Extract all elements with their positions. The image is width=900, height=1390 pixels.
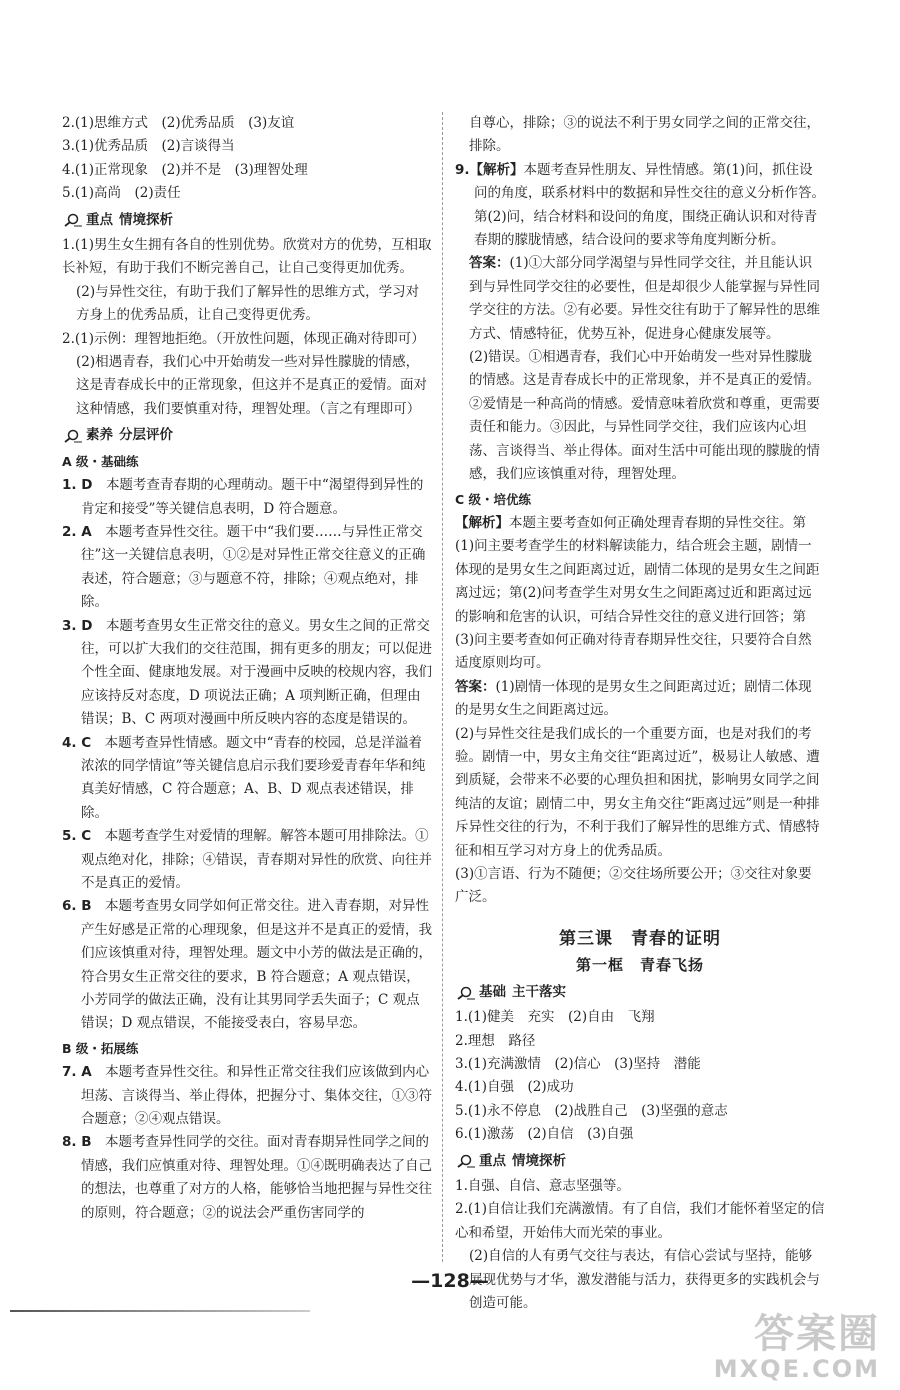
answer-text: 本题考查学生对爱情的理解。解答本题可用排除法。①观点绝对化，排除；④错误，青春期对异性的欣赏、向往并不是真正的爱情。	[81, 828, 432, 891]
magnifier-icon	[64, 213, 82, 227]
basics-line: 3.(1)充满激情 (2)信心 (3)坚持 潜能	[455, 1056, 701, 1073]
answer-number: 4. C	[62, 734, 92, 751]
answer-text: (1)剧情一体现的是男女生之间距离过近；剧情二体现的是男女生之间距离过远。	[455, 678, 812, 719]
footer-rule	[10, 1310, 310, 1312]
basics-line-2: 2.(1)思维方式 (2)优秀品质 (3)友谊	[62, 115, 295, 131]
section-label: 重点	[479, 1152, 506, 1169]
answer-item	[62, 1061, 432, 1131]
page-number: —128—	[411, 1270, 489, 1292]
answer-item-9	[455, 159, 825, 253]
section-title: 情境探析	[119, 211, 173, 228]
watermark-top: 答案圈	[754, 1311, 880, 1357]
analysis-tag: 【解析】	[469, 161, 524, 178]
analysis-tag: 【解析】	[455, 514, 509, 531]
watermark-logo	[714, 1312, 880, 1382]
answer-item	[62, 474, 432, 521]
magnifier-icon	[457, 986, 475, 1000]
level-a-heading: A 级・基础练	[62, 453, 139, 469]
answer-para: (2)与异性交往是我们成长的一个重要方面，也是对我们的考验。剧情一中，男女主角交往“距离过近”，极易让人敏感、遭到质疑，会带来不必要的心理负担和困扰，影响男女同学之间纯洁的友谊；剧情二中，男女主角交往“距离过远”则是一种排斥异性交往的行为，不利于我们了解异性的思维方式、情感特征和相互学习对方身上的优秀品质。	[455, 725, 820, 859]
key-para: 2.(1)示例：理智地拒绝。（开放性问题，体现正确对待即可）	[62, 330, 425, 347]
section-label: 基础	[479, 983, 506, 1000]
basics-line: 4.(1)自强 (2)成功	[455, 1079, 574, 1096]
left-column	[62, 112, 432, 1225]
lesson-title: 第三课 青春的证明	[559, 928, 721, 949]
key-para: 1.自强、自信、意志坚强等。	[455, 1178, 630, 1195]
basics-line-3: 3.(1)优秀品质 (2)言谈得当	[62, 138, 235, 155]
answer-number: 2. A	[62, 523, 92, 540]
answer-para: (2)错误。①相遇青春，我们心中开始萌发一些对异性朦胧的情感。这是青春成长中的正常现象，并不是真正的爱情。②爱情是一种高尚的情感。爱情意味着欣赏和尊重，更需要责任和能力。③因此，与异性同学交往，我们应该内心坦荡、言谈得当、举止得体。面对生活中可能出现的朦胧的情感，我们应该慎重对待，理智处理。	[469, 349, 820, 483]
section-label: 素养	[86, 427, 113, 444]
continued-text: 自尊心，排除；③的说法不利于男女同学之间的正常交往，排除。	[469, 115, 820, 155]
answer-text: 本题考查异性情感。题文中“青春的校园，总是洋溢着浓浓的同学情谊”等关键信息启示我们要珍爱青春年华和纯真美好情感，C 符合题意；A、B、D 观点表述错误，排除。	[81, 734, 426, 821]
answer-number: 5. C	[62, 828, 92, 845]
answer-para: (3)①言语、行为不随便；②交往场所要公开；③交往对象要广泛。	[455, 866, 812, 906]
section-heading-basic	[457, 981, 825, 1004]
key-para: 1.(1)男生女生拥有各自的性别优势。欣赏对方的优势，互相取长补短，有助于我们不断完善自己，让自己变得更加优秀。	[62, 237, 432, 277]
basics-line-4: 4.(1)正常现象 (2)并不是 (3)理智处理	[62, 161, 308, 178]
basics-line: 5.(1)永不停息 (2)战胜自己 (3)坚强的意志	[455, 1102, 728, 1119]
section-title: 情境探析	[512, 1152, 566, 1169]
answer-text: 本题考查异性交往。和异性正常交往我们应该做到内心坦荡、言谈得当、举止得体，把握分寸、集体交往，①③符合题意；②④观点错误。	[81, 1064, 432, 1128]
key-para: (2)自信的人有勇气交往与表达，有信心尝试与坚持，能够展现优势与才华，激发潜能与活力，获得更多的实践机会与创造可能。	[469, 1248, 820, 1312]
section-title: 分层评价	[119, 427, 173, 444]
answer-para	[455, 252, 825, 346]
answer-text: 本题考查异性同学的交往。面对青春期异性同学之间的情感，我们应慎重对待、理智处理。①④既明确表达了自己的想法，也尊重了对方的人格，能够恰当地把握与异性交往的原则，符合题意；②的说法会严重伤害同学的	[81, 1134, 432, 1221]
answer-para	[455, 676, 825, 723]
key-para: 2.(1)自信让我们充满激情。有了自信，我们才能怀着坚定的信心和希望，开始伟大而光荣的事业。	[455, 1201, 825, 1241]
right-column	[455, 112, 825, 1316]
answer-text: 本题考查青春期的心理萌动。题干中“渴望得到异性的肯定和接受”等关键信息表明，D 符合题意。	[81, 477, 424, 517]
answer-tag: 答案：	[455, 678, 496, 695]
answer-item	[62, 521, 432, 615]
answer-text: 本题考查异性交往。题干中“我们要……与异性正常交往”这一关键信息表明，①②是对异性正常交往意义的正确表述，符合题意；③与题意不符，排除；④观点绝对，排除。	[81, 523, 426, 611]
answer-number: 1. D	[62, 477, 93, 494]
level-c-heading: C 级・培优练	[455, 491, 532, 507]
section-heading-key	[457, 1150, 825, 1173]
answer-number: 8. B	[62, 1134, 92, 1151]
section-title: 主干落实	[512, 983, 566, 1000]
answer-text: 本题考查男女同学如何正常交往。进入青春期，对异性产生好感是正常的心理现象，但是这并不是真正的爱情，我们应该慎重对待，理智处理。题文中小芳的做法是正确的，符合男女生正常交往的要求，B 符合题意；A 观点错误，小芳同学的做法正确，没有让其男同学丢失面子；C 观点错误；D 观点错误，不能接受表白，容易早恋。	[81, 898, 432, 1032]
analysis-para	[455, 512, 825, 676]
answer-item	[62, 1131, 432, 1225]
answer-item	[62, 825, 432, 895]
magnifier-icon	[457, 1154, 475, 1168]
answer-text: 本题考查男女生正常交往的意义。男女生之间的正常交往，可以扩大我们的交往范围，拥有更多的朋友；可以促进个性全面、健康地发展。对于漫画中反映的校规内容，我们应该持反对态度，D 项说法正确；A 项判断正确，但理由错误；B、C 两项对漫画中所反映内容的态度是错误的。	[81, 617, 432, 728]
answer-item	[62, 732, 432, 826]
magnifier-icon	[64, 429, 82, 443]
frame-title: 第一框 青春飞扬	[575, 955, 704, 974]
column-divider	[442, 112, 443, 1262]
answer-number: 7. A	[62, 1064, 92, 1081]
answer-text: (1)①大部分同学渴望与异性同学交往，并且能认识到与异性同学交往的必要性，但是却很少人能掌握与异性同学交往的方法。②有必要。异性交往有助于了解异性的思维方式、情感特征，优势互补，促进身心健康发展等。	[469, 255, 820, 342]
level-b-heading: B 级・拓展练	[62, 1040, 139, 1056]
section-heading-key	[64, 209, 432, 232]
section-heading-eval	[64, 424, 432, 447]
answer-tag: 答案：	[469, 255, 510, 272]
basics-line: 2.理想 路径	[455, 1032, 536, 1049]
answer-number: 9.	[455, 161, 470, 178]
key-para: (2)相遇青春，我们心中开始萌发一些对异性朦胧的情感，这是青春成长中的正常现象，但这并不是真正的爱情。面对这种情感，我们要慎重对待，理智处理。（言之有理即可）	[76, 354, 427, 417]
analysis-text: 本题主要考查如何正确处理青春期的异性交往。第(1)问主要考查学生的材料解读能力，结合班会主题，剧情一体现的是男女生之间距离过近，剧情二体现的是男女生之间距离过远；第(2)问考查学生对男女生之间距离过近和距离过远的影响和危害的认识，可结合异性交往的意义进行回答；第(3)问主要考查如何正确对待青春期异性交往，只要符合自然适度原则均可。	[455, 514, 820, 672]
basics-line: 6.(1)激荡 (2)自信 (3)自强	[455, 1126, 634, 1143]
basics-line-5: 5.(1)高尚 (2)责任	[62, 185, 181, 202]
answer-item	[62, 895, 432, 1035]
answer-number: 6. B	[62, 898, 92, 915]
key-para: (2)与异性交往，有助于我们了解异性的思维方式，学习对方身上的优秀品质，让自己变得更优秀。	[76, 283, 420, 324]
analysis-text: 本题考查异性朋友、异性情感。第(1)问，抓住设问的角度，联系材料中的数据和异性交往的意义分析作答。第(2)问，结合材料和设问的角度，围绕正确认识和对待青春期的朦胧情感，结合设问的要求等角度判断分析。	[474, 161, 825, 249]
answer-number: 3. D	[62, 617, 93, 634]
section-label: 重点	[86, 211, 113, 228]
watermark-bottom: MXQE.COM	[713, 1355, 880, 1383]
answer-item	[62, 615, 432, 732]
basics-line: 1.(1)健美 充实 (2)自由 飞翔	[455, 1009, 655, 1026]
